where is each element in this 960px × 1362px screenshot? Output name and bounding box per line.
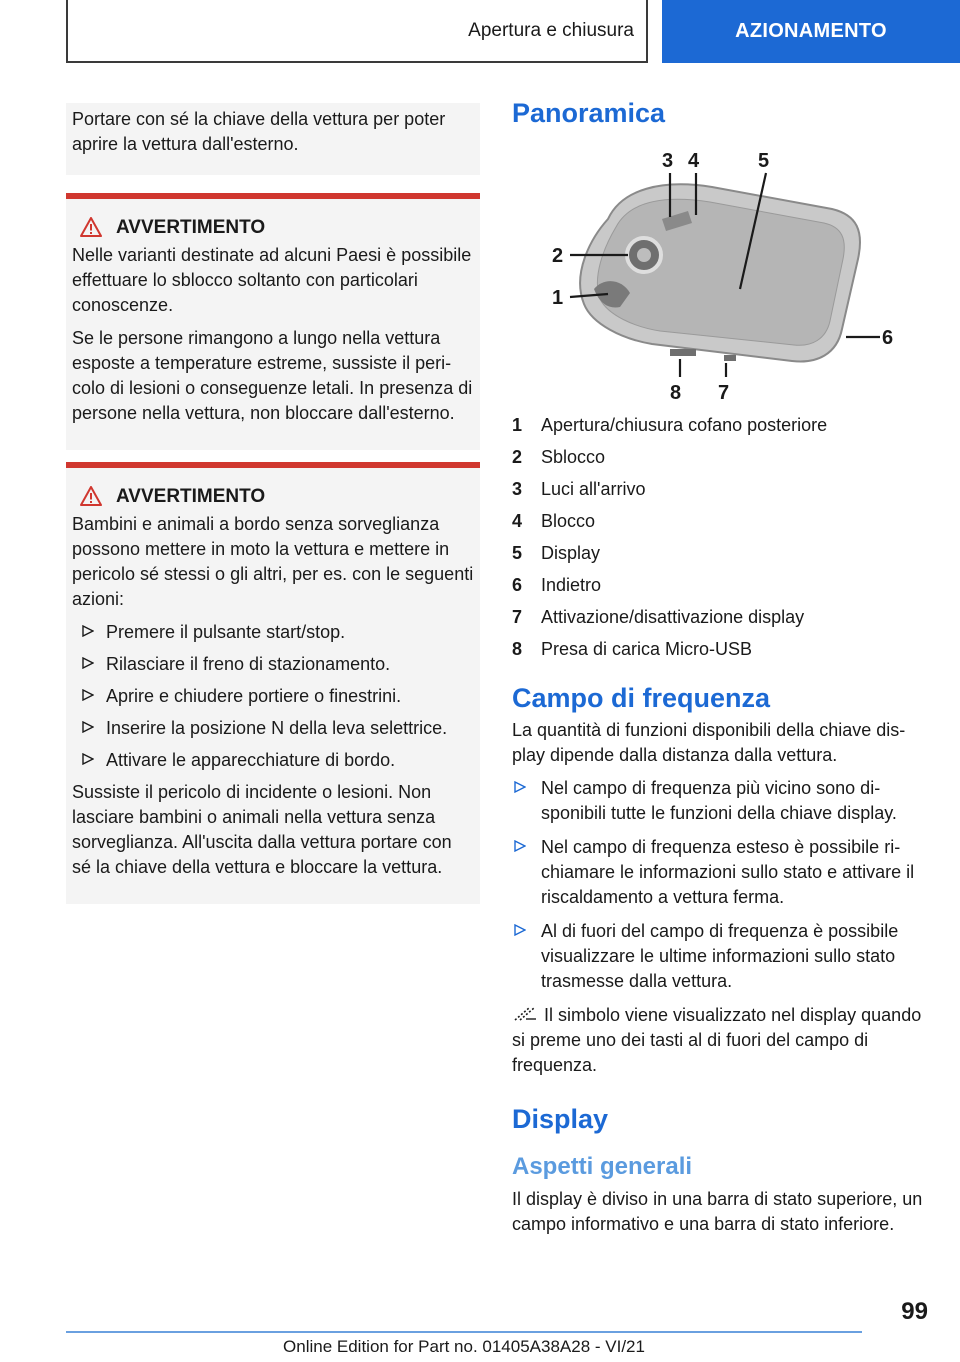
bullet-triangle-icon: [82, 657, 94, 669]
legend-number: 2: [512, 447, 523, 467]
general-subheading: Aspetti generali: [512, 1153, 693, 1180]
list-item-text: Nel campo di frequenza esteso è possibile richiamare le informazioni sullo stato e attivare il riscaldamento a vettura ferma.: [541, 837, 915, 907]
legend-row: [512, 537, 930, 569]
range-heading: Campo di frequenza: [512, 683, 771, 713]
callout-3: 3: [662, 150, 674, 172]
warning2-paragraph-1: Bambini e animali a bordo senza sorveglianza possono mettere in moto la vettura e mettere in pericolo sé stessi o gli altri, per es. con le seguenti azioni:: [72, 514, 474, 609]
callout-5: 5: [758, 150, 770, 172]
legend-text: Luci all'arrivo: [541, 479, 646, 499]
left-column: [66, 103, 480, 904]
legend-number: 8: [512, 639, 523, 659]
legend-row: [512, 569, 930, 601]
display-key-figure: [512, 139, 930, 409]
list-item-text: Nel campo di frequenza più vicino sono disponibili tutte le funzioni della chiave display.: [541, 778, 897, 823]
key-display-toggle: [724, 355, 736, 361]
warning-title-text-1: AVVERTIMENTO: [116, 216, 266, 238]
bullet-triangle-icon: [514, 840, 526, 852]
list-item: [72, 716, 474, 741]
list-item: [512, 919, 930, 994]
warning-box-2: [66, 462, 480, 904]
general-text: Il display è diviso in una barra di stato superiore, un campo informativo e una barra di stato inferiore.: [512, 1189, 923, 1234]
warning-title-1: [72, 213, 474, 241]
footer-edition: Online Edition for Part no. 01405A38A28 - VI/21: [283, 1337, 645, 1356]
warning1-paragraph-2: Se le persone rimangono a lungo nella vettura esposte a temperature estreme, sussiste il pericolo di lesioni o conseguenze letali. In presenza di persone nella vettura, non bloccare dall'esterno.: [72, 328, 473, 423]
overview-heading: Panoramica: [512, 98, 666, 128]
legend-text: Presa di carica Micro-USB: [541, 639, 753, 659]
key-display-screen: [597, 199, 844, 345]
warning-triangle-icon: [80, 217, 102, 237]
list-item-text: Attivare le apparecchiature di bordo.: [106, 750, 396, 770]
key-note-box: [66, 103, 480, 175]
warning-title-2: [72, 482, 474, 510]
legend-text: Sblocco: [541, 447, 606, 467]
header-chapter-title: AZIONAMENTO: [735, 20, 887, 42]
bullet-triangle-icon: [82, 753, 94, 765]
warning2-paragraph-2: Sussiste il pericolo di incidente o lesioni. Non lasciare bambini o animali nella vettura senza sorveglianza. All'uscita dalla vettura portare con sé la chiave della vettura e bloccare la vettura.: [72, 782, 452, 877]
callout-2: 2: [552, 245, 564, 267]
legend-text: Blocco: [541, 511, 596, 531]
legend-row: [512, 441, 930, 473]
symbol-note-text: Il simbolo viene visualizzato nel display quando si preme uno dei tasti al di fuori del campo di frequenza.: [512, 1005, 922, 1075]
key-unlock-button-center: [637, 248, 651, 262]
list-item: [512, 835, 930, 910]
legend-text: Indietro: [541, 575, 602, 595]
list-item-text: Al di fuori del campo di frequenza è possibile visualizzare le ultime informazioni sullo stato trasmesse dalla vettura.: [541, 921, 899, 991]
callout-6: 6: [882, 327, 894, 349]
list-item: [72, 620, 474, 645]
warning2-action-list: [72, 620, 474, 773]
page-number: 99: [901, 1298, 928, 1325]
legend-text: Display: [541, 543, 601, 563]
callout-4: 4: [688, 150, 700, 172]
list-item: [72, 748, 474, 773]
callout-7: 7: [718, 382, 730, 404]
bullet-triangle-icon: [514, 924, 526, 936]
legend-row: [512, 409, 930, 441]
footer-divider: [66, 1331, 862, 1333]
list-item: [72, 652, 474, 677]
legend-number: 1: [512, 415, 523, 435]
callout-8: 8: [670, 382, 682, 404]
out-of-range-key-icon: [512, 1005, 538, 1023]
warning-triangle-icon: [80, 486, 102, 506]
legend-number: 4: [512, 511, 523, 531]
header-chapter-tab: [662, 0, 960, 63]
symbol-note: [512, 1003, 930, 1078]
header-section-title: Apertura e chiusura: [468, 19, 634, 41]
key-note-text: Portare con sé la chiave della vettura per poter aprire la vettura dall'esterno.: [72, 109, 446, 154]
list-item: [512, 776, 930, 826]
right-column: [512, 98, 930, 1237]
key-usb-port: [670, 349, 696, 356]
callout-1: 1: [552, 287, 564, 309]
warning-title-text-2: AVVERTIMENTO: [116, 485, 266, 507]
legend-row: [512, 633, 930, 665]
display-key-illustration: [512, 139, 930, 409]
figure-legend: [512, 409, 930, 665]
bullet-triangle-icon: [82, 689, 94, 701]
legend-row: [512, 505, 930, 537]
list-item: [72, 684, 474, 709]
list-item-text: Inserire la posizione N della leva selettrice.: [106, 718, 448, 738]
warning-box-1: [66, 193, 480, 450]
header-section-tab: [66, 0, 648, 63]
warning1-paragraph-1: Nelle varianti destinate ad alcuni Paesi è possibile effettuare lo sblocco soltanto con particolari conoscenze.: [72, 245, 472, 315]
legend-number: 6: [512, 575, 523, 595]
legend-number: 5: [512, 543, 523, 563]
list-item-text: Aprire e chiudere portiere o finestrini.: [106, 686, 402, 706]
range-list: [512, 776, 930, 994]
legend-row: [512, 473, 930, 505]
bullet-triangle-icon: [514, 781, 526, 793]
bullet-triangle-icon: [82, 721, 94, 733]
legend-text: Attivazione/disattivazione display: [541, 607, 805, 627]
legend-text: Apertura/chiusura cofano posteriore: [541, 415, 828, 435]
legend-number: 7: [512, 607, 523, 627]
range-intro: La quantità di funzioni disponibili della chiave display dipende dalla distanza dalla vettura.: [512, 720, 906, 765]
list-item-text: Premere il pulsante start/stop.: [106, 622, 346, 642]
legend-number: 3: [512, 479, 523, 499]
list-item-text: Rilasciare il freno di stazionamento.: [106, 654, 391, 674]
display-heading: Display: [512, 1104, 609, 1134]
legend-row: [512, 601, 930, 633]
bullet-triangle-icon: [82, 625, 94, 637]
